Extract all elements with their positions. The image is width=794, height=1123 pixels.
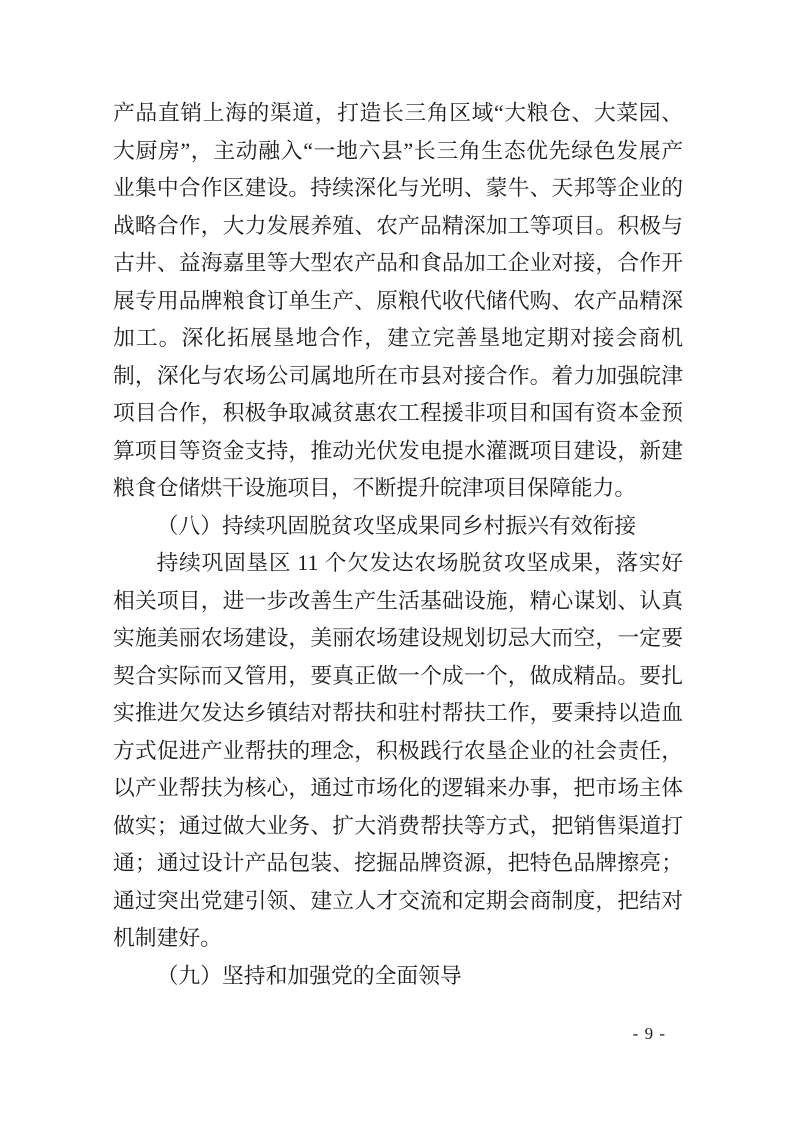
body-paragraph: 持续巩固垦区 11 个欠发达农场脱贫攻坚成果，落实好相关项目，进一步改善生产生活基础设施，精心谋划、认真实施美丽农场建设，美丽农场建设规划切忌大而空，一定要契合实际而又管用，要真正做一个成一个，做成精品。要扎实推进欠发达乡镇结对帮扶和驻村帮扶工作，要秉持以造血方式促进产业帮扶的理念，积极践行农垦企业的社会责任，以产业帮扶为核心，通过市场化的逻辑来办事，把市场主体做实；通过做大业务、扩大消费帮扶等方式，把销售渠道打通；通过设计产品包装、挖掘品牌资源，把特色品牌擦亮；通过突出党建引领、建立人才交流和定期会商制度，把结对机制建好。 [113,551,683,950]
document-body [113,95,683,995]
page-number: - 9 - [632,1024,666,1043]
body-paragraph-continuation: 产品直销上海的渠道，打造长三角区域“大粮仓、大菜园、大厨房”，主动融入“一地六县”长三角生态优先绿色发展产业集中合作区建设。持续深化与光明、蒙牛、天邦等企业的战略合作，大力发展养殖、农产品精深加工等项目。积极与古井、益海嘉里等大型农产品和食品加工企业对接，合作开展专用品牌粮食订单生产、原粮代收代储代购、农产品精深加工。深化拓展垦地合作，建立完善垦地定期对接会商机制，深化与农场公司属地所在市县对接合作。着力加强皖津项目合作，积极争取减贫惠农工程援非项目和国有资本金预算项目等资金支持，推动光伏发电提水灌溉项目建设，新建粮食仓储烘干设施项目，不断提升皖津项目保障能力。 [113,101,683,500]
section-heading-9: （九）坚持和加强党的全面领导 [156,963,462,988]
section-heading-8: （八）持续巩固脱贫攻坚成果同乡村振兴有效衔接 [156,513,637,538]
